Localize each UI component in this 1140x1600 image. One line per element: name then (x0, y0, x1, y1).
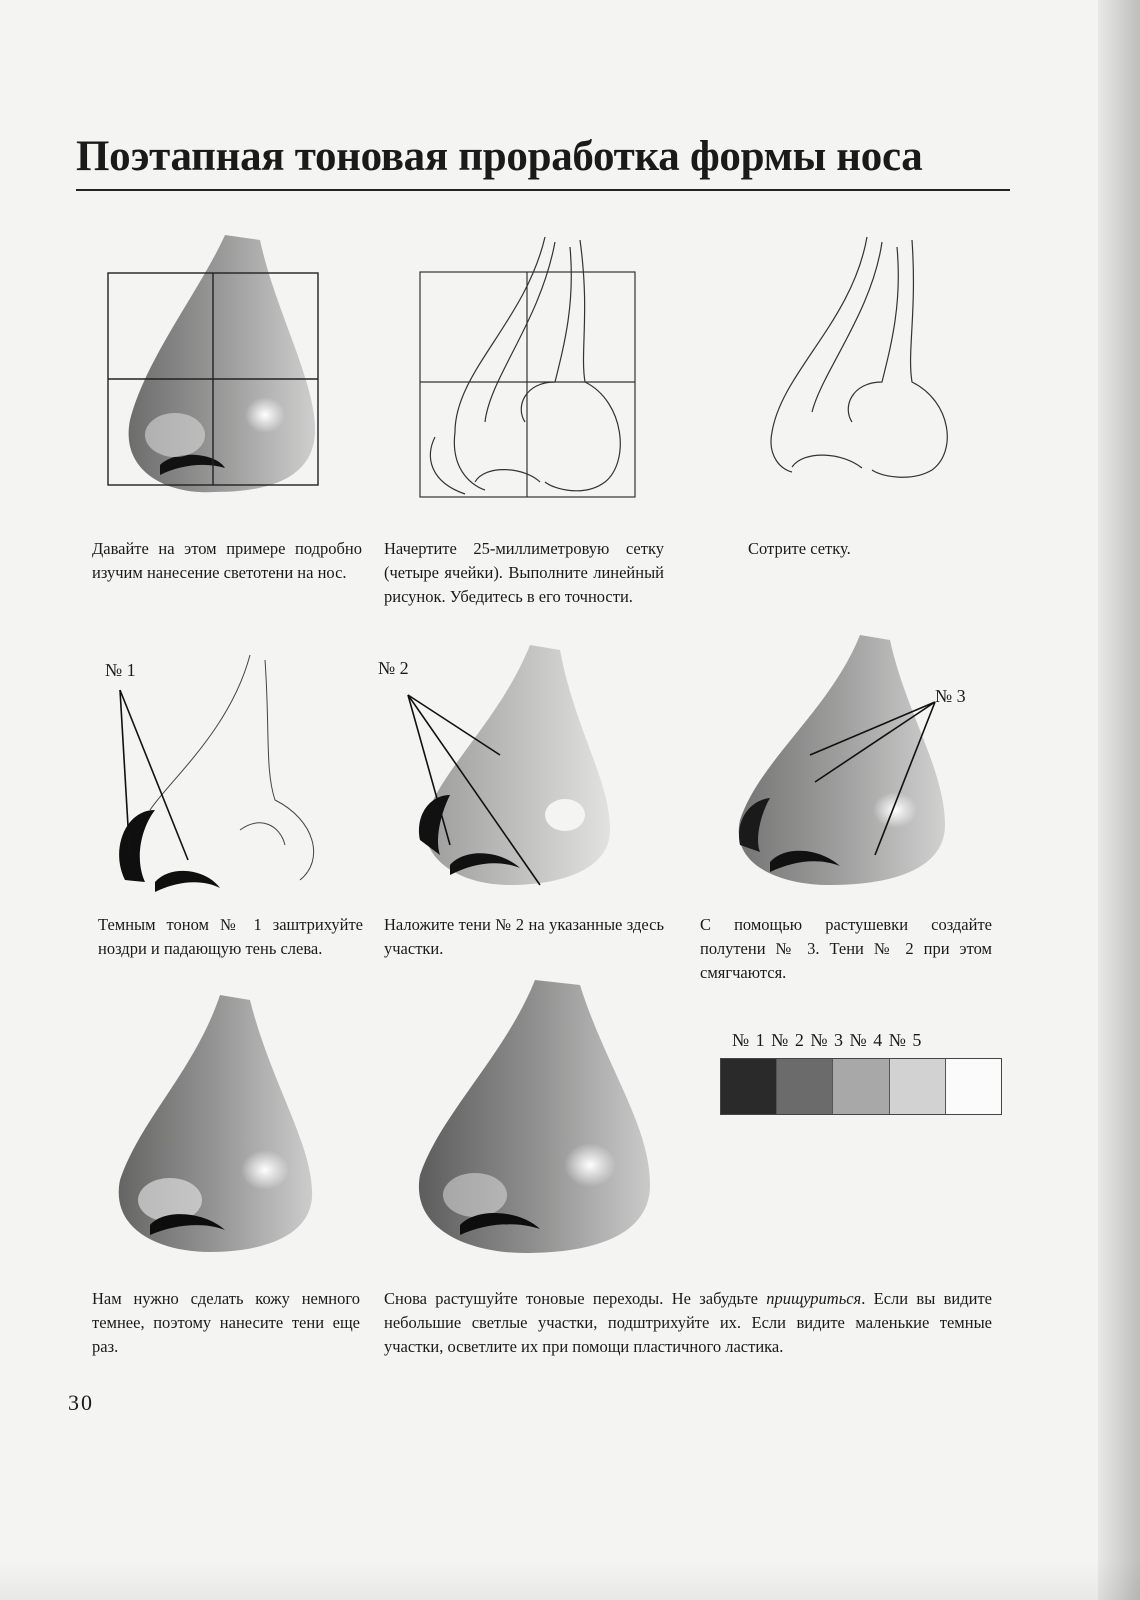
tone-swatch-1 (721, 1059, 777, 1114)
page-title: Поэтапная тоновая проработка формы носа (76, 133, 923, 180)
caption-step-4: Темным тоном № 1 заштрихуйте ноздри и падающую тень слева. (98, 915, 363, 958)
caption-step-6: С помощью растушевки создайте полутени № 3. Тени № 2 при этом смягчаются. (700, 915, 992, 982)
tone-label-3: № 3 (935, 686, 966, 706)
caption-step-8-text-b: . Если вы видите небольшие светлые участки, подштрихуйте их. Если видите маленькие темные участки, осветлите их при помощи пластичного ластика. (384, 1289, 992, 1356)
tone-label-2: № 2 (378, 658, 409, 678)
caption-step-7: Нам нужно сделать кожу немного темнее, поэтому нанесите тени еще раз. (92, 1289, 360, 1356)
tone-swatch-3 (833, 1059, 889, 1114)
nose-line-drawing-image (732, 232, 962, 492)
tone-swatch-4 (890, 1059, 946, 1114)
caption-step-3: Сотрите сетку. (748, 539, 851, 558)
caption-step-8-text-a: Снова растушуйте тоновые переходы. Не забудьте (384, 1289, 767, 1308)
nose-shaded-with-grid-image (105, 230, 335, 520)
caption-step-8-italic: прищуриться (766, 1289, 862, 1308)
nose-step-tone-2-image (400, 640, 650, 910)
caption-step-5: Наложите тени № 2 на указанные здесь участки. (384, 915, 664, 958)
nose-step-tone-1-image (100, 650, 345, 905)
caption-step-8 (384, 1287, 992, 1359)
tone-label-1: № 1 (105, 660, 136, 680)
nose-step-darken-skin-image (100, 990, 340, 1265)
tone-swatch-2 (777, 1059, 833, 1114)
nose-line-drawing-with-grid-image (415, 232, 650, 517)
tone-scale (720, 1058, 1002, 1115)
scan-shadow (0, 1560, 1140, 1600)
scan-page-edge (1098, 0, 1140, 1600)
page-number: 30 (68, 1390, 94, 1415)
tone-scale-labels: № 1 № 2 № 3 № 4 № 5 (732, 1030, 922, 1050)
tone-swatch-5 (946, 1059, 1001, 1114)
title-rule (76, 189, 1010, 191)
nose-step-tone-3-image (710, 630, 970, 900)
nose-step-final-image (405, 975, 670, 1265)
caption-step-1: Давайте на этом примере подробно изучим нанесение светотени на нос. (92, 539, 362, 582)
caption-step-2: Начертите 25-миллиметровую сетку (четыре ячейки). Выполните линейный рисунок. Убедитесь в его точности. (384, 539, 664, 606)
